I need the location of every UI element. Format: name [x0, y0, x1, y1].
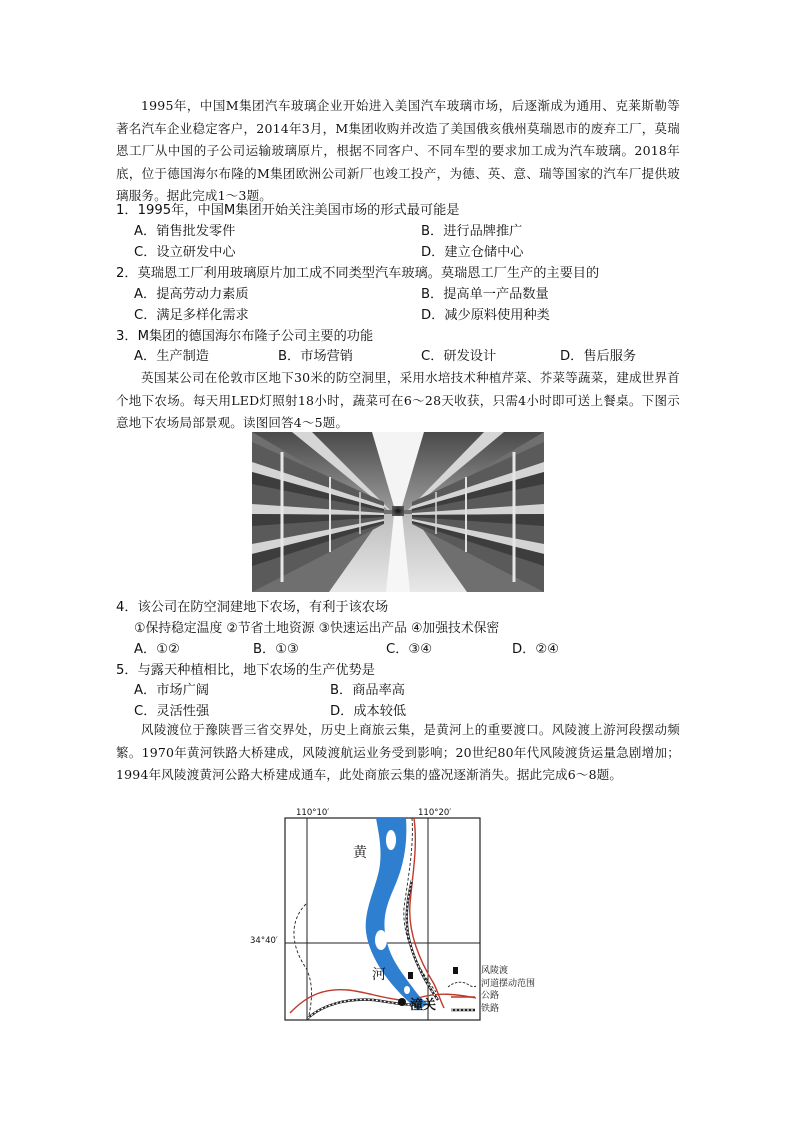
q4-option-a[interactable]: A．①②	[134, 642, 180, 657]
river-label-2: 河	[372, 967, 386, 983]
legend-highway: 公路	[445, 990, 535, 1003]
railway-line-icon	[447, 1004, 477, 1014]
q3-option-d[interactable]: D．售后服务	[560, 349, 637, 364]
map-legend	[445, 965, 535, 1015]
q4-option-d[interactable]: D．②④	[512, 642, 559, 657]
q3-option-a[interactable]: A．生产制造	[134, 349, 209, 364]
dashed-line-icon	[447, 979, 477, 989]
q2-option-c[interactable]: C．满足多样化需求	[134, 308, 249, 323]
q4-option-b[interactable]: B．①③	[253, 642, 299, 657]
passage-2: 英国某公司在伦敦市区地下30米的防空洞里，采用水培技术种植芹菜、芥菜等蔬菜，建成世界首个地下农场。每天用LED灯照射18小时，蔬菜可在6～28天收获，只需4小时即可送上餐桌。下图示意地下农场局部景观。读图回答4～5题。	[116, 370, 680, 430]
q3-option-c[interactable]: C．研发设计	[421, 349, 497, 364]
question-2-stem: 2．莫瑞恩工厂利用玻璃原片加工成不同类型汽车玻璃。莫瑞恩工厂生产的主要目的	[116, 266, 600, 281]
q1-option-c[interactable]: C．设立研发中心	[134, 245, 236, 260]
question-3-stem: 3．M集团的德国海尔布隆子公司主要的功能	[116, 329, 374, 344]
q1-option-b[interactable]: B．进行品牌推广	[421, 224, 523, 239]
q5-option-d[interactable]: D．成本较低	[330, 704, 407, 719]
q2-option-a[interactable]: A．提高劳动力素质	[134, 287, 249, 302]
question-5-stem: 5．与露天种植相比，地下农场的生产优势是	[116, 663, 375, 678]
red-line-icon	[447, 991, 477, 1001]
river-label-1: 黄	[353, 845, 367, 861]
q2-option-b[interactable]: B．提高单一产品数量	[421, 287, 549, 302]
underground-farm-photo	[252, 432, 544, 592]
legend-swing-range: 河道摆动范围	[445, 978, 535, 991]
legend-railway: 铁路	[445, 1003, 535, 1016]
tongguan-marker	[398, 998, 406, 1006]
lon-label-2: 110°20′	[418, 808, 452, 818]
passage-1: 1995年，中国M集团汽车玻璃企业开始进入美国汽车玻璃市场，后逐渐成为通用、克莱斯勒等著名汽车企业稳定客户，2014年3月，M集团收购并改造了美国俄亥俄州莫瑞恩市的废弃工厂，莫瑞恩工厂从中国的子公司运输玻璃原片，根据不同客户、不同车型的要求加工成为汽车玻璃。2018年底，位于德国海尔布隆的M集团欧洲公司新厂也竣工投产，为德、英、意、瑞等国家的汽车厂提供玻璃服务。据此完成1～3题。	[116, 98, 680, 203]
question-1-stem: 1．1995年，中国M集团开始关注美国市场的形式最可能是	[116, 203, 460, 218]
q5-option-b[interactable]: B．商品率高	[330, 683, 405, 698]
lat-label: 34°40′	[250, 936, 278, 946]
q5-option-c[interactable]: C．灵活性强	[134, 704, 210, 719]
q3-option-b[interactable]: B．市场营销	[278, 349, 353, 364]
q2-option-d[interactable]: D．减少原料使用种类	[421, 308, 550, 323]
city-label: 潼关	[410, 998, 437, 1013]
q1-option-a[interactable]: A．销售批发零件	[134, 224, 236, 239]
q5-option-a[interactable]: A．市场广阔	[134, 683, 209, 698]
passage-3: 风陵渡位于豫陕晋三省交界处，历史上商旅云集，是黄河上的重要渡口。风陵渡上游河段摆动频繁。1970年黄河铁路大桥建成，风陵渡航运业务受到影响；20世纪80年代风陵渡货运量急剧增加；1994年风陵渡黄河公路大桥建成通车，此处商旅云集的盛况逐渐消失。据此完成6～8题。	[116, 722, 680, 782]
q1-option-d[interactable]: D．建立仓储中心	[421, 245, 524, 260]
legend-ferry: 风陵渡	[445, 965, 535, 978]
fenglingdu-marker	[408, 972, 413, 979]
question-4-stem: 4．该公司在防空洞建地下农场，有利于该农场	[116, 600, 389, 615]
q4-statement-items: ①保持稳定温度 ②节省土地资源 ③快速运出产品 ④加强技术保密	[134, 621, 500, 636]
lon-label-1: 110°10′	[296, 808, 330, 818]
q4-option-c[interactable]: C．③④	[386, 642, 433, 657]
ferry-symbol-icon	[453, 967, 458, 974]
